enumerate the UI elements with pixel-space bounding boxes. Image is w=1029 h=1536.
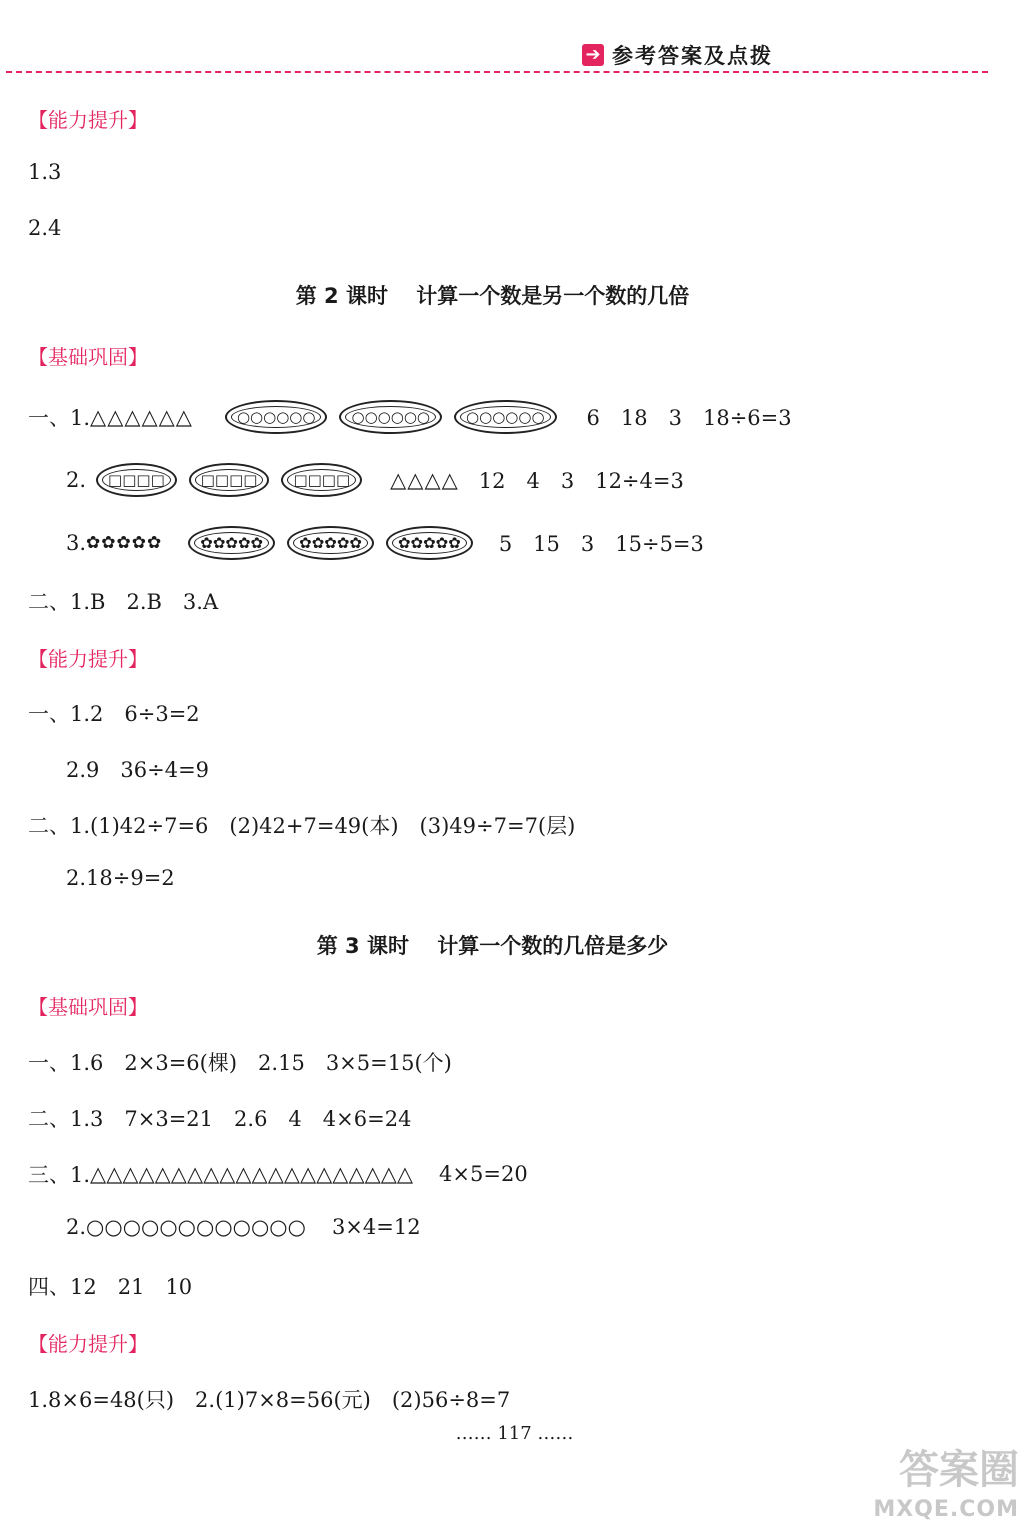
answer-line: 四、12 21 10 [28,1275,193,1299]
answer-values: 5 15 3 15÷5=3 [498,532,704,556]
answer-line: 一、1.2 6÷3=2 [28,702,200,726]
answer-line: 1.3 [28,160,62,184]
answer-line [66,1215,421,1239]
lesson-title: 第 3 课时 计算一个数的几倍是多少 [316,934,669,958]
flower-group-oval [386,526,473,560]
answer-line: 二、1.(1)42÷7=6 (2)42+7=49(本) (3)49÷7=7(层) [28,814,576,838]
section-tag: 【基础巩固】 [28,345,148,369]
answer-line: 一、1.6 2×3=6(棵) 2.15 3×5=15(个) [28,1051,452,1075]
answer-line [28,1159,528,1189]
header-divider [6,71,988,73]
triangle-group: △△△△△△△△△△△△△△△△△△△△ [90,1162,414,1186]
q-prefix: 2. [66,468,87,492]
q-prefix: 一、1. [28,406,91,430]
answer-line: 二、1.B 2.B 3.A [28,590,219,614]
watermark [873,1447,1019,1530]
square-group-oval [96,463,177,497]
section-tag: 【基础巩固】 [28,995,148,1019]
circle-group: ○○○○○○ [466,408,545,426]
flower-group-oval [188,526,275,560]
flower-group: ✿✿✿✿✿ [397,534,461,552]
circle-group-oval [454,400,557,434]
answer-line [28,400,792,434]
header-title: 参考答案及点拨 [612,44,773,68]
circle-group-oval [225,400,328,434]
square-group: □□□□ [293,471,351,489]
triangle-group: △△△△ [390,468,459,492]
flower-group: ✿✿✿✿✿ [299,534,362,552]
flower-group: ✿✿✿✿✿ [86,533,163,553]
answer-line [66,463,684,497]
circle-group-oval [339,400,442,434]
section-tag: 【能力提升】 [28,1332,148,1356]
lesson-title: 第 2 课时 计算一个数是另一个数的几倍 [295,284,690,308]
watermark-text: 答案圈 [899,1447,1019,1493]
page-number: …… 117 …… [455,1423,574,1444]
answer-line: 2.18÷9=2 [66,866,175,890]
circle-group: ○○○○○○○○○○○○ [86,1215,306,1239]
flower-group-oval [287,526,374,560]
section-tag: 【能力提升】 [28,108,148,132]
triangle-group: △△△△△△ [90,405,193,429]
square-group-oval [189,463,270,497]
q-prefix: 3. [66,531,87,555]
answer-line: 1.8×6=48(只) 2.(1)7×8=56(元) (2)56÷8=7 [28,1388,511,1412]
answer-line: 二、1.3 7×3=21 2.6 4 4×6=24 [28,1107,412,1131]
header [582,40,773,70]
answer-values: 12 4 3 12÷4=3 [478,469,684,493]
arrow-icon: ➔ [582,44,604,66]
answer-line: 2.4 [28,216,62,240]
circle-group: ○○○○○○ [236,408,316,426]
answer-values: 6 18 3 18÷6=3 [586,406,792,430]
section-tag: 【能力提升】 [28,647,148,671]
q-prefix: 2. [66,1215,87,1239]
watermark-url: MXQE.COM [873,1497,1019,1522]
square-group: □□□□ [200,471,258,489]
answer-values: 3×4=12 [331,1215,421,1239]
square-group-oval [281,463,362,497]
answer-line [66,526,704,560]
answer-values: 4×5=20 [439,1162,528,1186]
circle-group: ○○○○○○ [351,408,431,426]
flower-group: ✿✿✿✿✿ [200,534,264,552]
answer-line: 2.9 36÷4=9 [66,758,210,782]
q-prefix: 三、1. [28,1163,91,1187]
square-group: □□□□ [108,471,165,489]
